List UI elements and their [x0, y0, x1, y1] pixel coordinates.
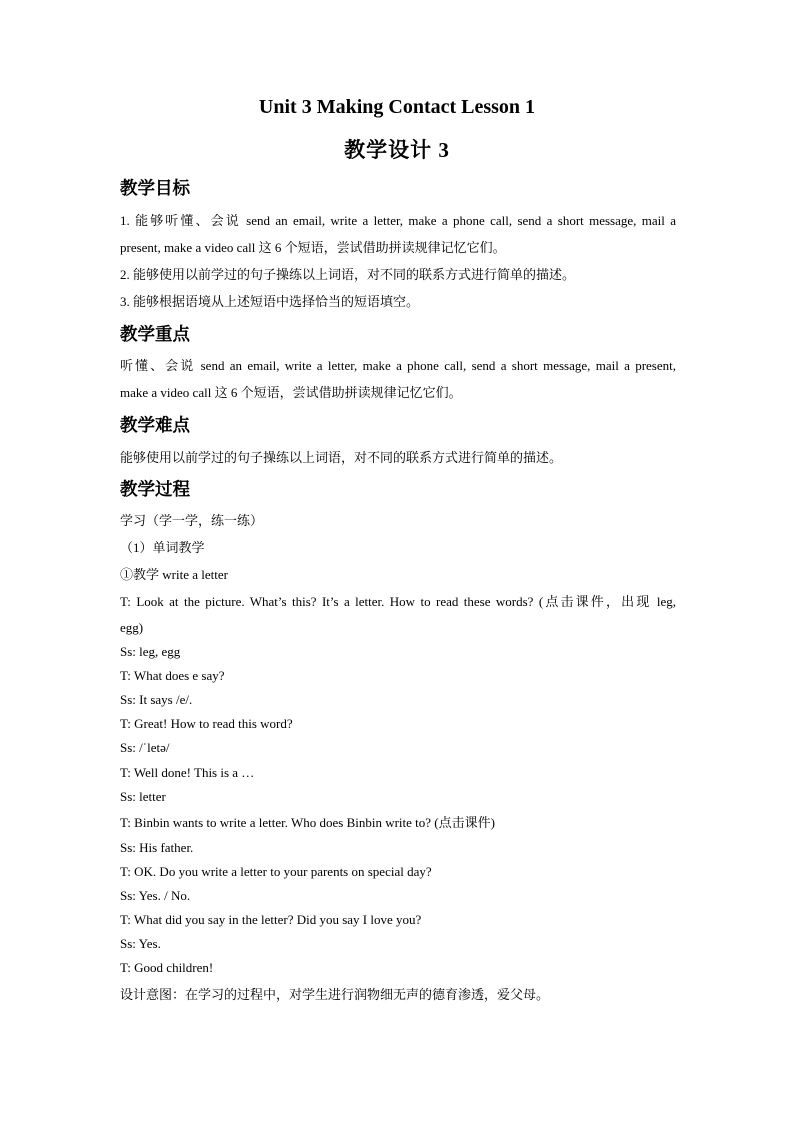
- process-line: T: Great! How to read this word?: [120, 716, 293, 731]
- process-line: Ss: Yes.: [120, 936, 161, 951]
- process-line: Ss: letter: [120, 789, 166, 804]
- process-line: （1）单词教学: [120, 540, 205, 555]
- objective-line-4: 3. 能够根据语境从上述短语中选择恰当的短语填空。: [120, 294, 420, 309]
- process-line: T: Look at the picture. What’s this? It’s a letter. How to read these words? (点击课件，出现 leg,: [120, 594, 676, 609]
- key-points-line-1: 听懂、会说 send an email, write a letter, make a phone call, send a short message, mail a present,: [120, 358, 676, 373]
- process-line: 学习（学一学，练一练）: [120, 513, 264, 528]
- document-title: Unit 3 Making Contact Lesson 1: [258, 96, 536, 118]
- difficulties-line-1: 能够使用以前学过的句子操练以上词语，对不同的联系方式进行简单的描述。: [120, 450, 563, 465]
- key-points-heading: 教学重点: [120, 325, 190, 345]
- difficulties-heading: 教学难点: [120, 416, 190, 436]
- process-line: Ss: Yes. / No.: [120, 888, 191, 903]
- document-subtitle: 教学设计 3: [344, 138, 450, 162]
- process-line: T: Good children!: [120, 960, 214, 975]
- process-line: T: OK. Do you write a letter to your parents on special day?: [120, 864, 432, 879]
- key-points-line-2: make a video call 这 6 个短语，尝试借助拼读规律记忆它们。: [120, 385, 462, 400]
- objective-line-3: 2. 能够使用以前学过的句子操练以上词语，对不同的联系方式进行简单的描述。: [120, 267, 576, 282]
- process-line: Ss: leg, egg: [120, 644, 181, 659]
- objective-line-1: 1. 能够听懂、会说 send an email, write a letter, make a phone call, send a short message, mail a: [120, 213, 676, 228]
- objective-line-2: present, make a video call 这 6 个短语，尝试借助拼读规律记忆它们。: [120, 240, 506, 255]
- process-line: ①教学 write a letter: [120, 567, 228, 582]
- process-line: Ss: His father.: [120, 840, 194, 855]
- objectives-heading: 教学目标: [120, 179, 190, 199]
- process-line: egg): [120, 620, 144, 635]
- process-line: T: What did you say in the letter? Did you say I love you?: [120, 912, 422, 927]
- process-line: T: Binbin wants to write a letter. Who does Binbin write to? (点击课件): [120, 815, 495, 830]
- process-line: T: What does e say?: [120, 668, 225, 683]
- process-line: 设计意图：在学习的过程中，对学生进行润物细无声的德育渗透，爱父母。: [120, 987, 550, 1002]
- process-line: T: Well done! This is a …: [120, 765, 255, 780]
- process-heading: 教学过程: [120, 480, 190, 500]
- process-line: Ss: /ˈletə/: [120, 740, 170, 755]
- process-line: Ss: It says /e/.: [120, 692, 193, 707]
